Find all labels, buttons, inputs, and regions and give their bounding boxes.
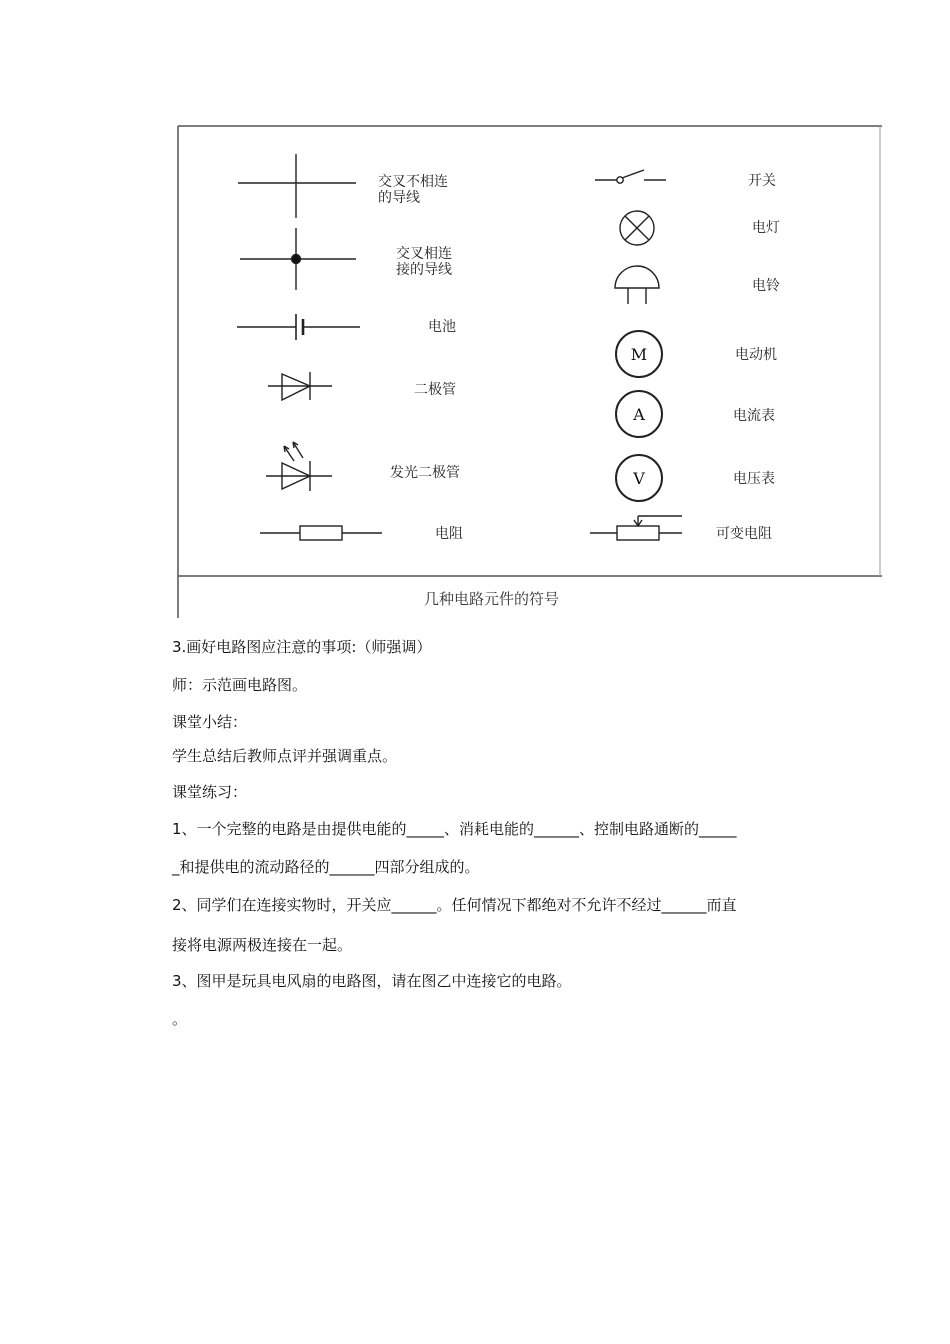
label-crossing-connected: 交叉相连 接的导线 xyxy=(396,246,452,278)
exercise-1-line-1: 1、一个完整的电路是由提供电能的_____、消耗电能的______、控制电路通断的_____ xyxy=(172,820,737,838)
voltmeter-letter: V xyxy=(633,469,645,488)
label-rheostat: 可变电阻 xyxy=(716,526,772,542)
paragraph-teacher-demo: 师：示范画电路图。 xyxy=(172,676,308,694)
switch-symbol xyxy=(595,170,666,183)
trailing-period: 。 xyxy=(172,1010,188,1028)
exercise-heading: 课堂练习： xyxy=(172,783,248,801)
symbols-drawing xyxy=(170,118,885,628)
label-voltmeter: 电压表 xyxy=(733,471,775,487)
paragraph-3: 3.画好电路图应注意的事项:（师强调） xyxy=(172,638,432,656)
figure-caption: 几种电路元件的符号 xyxy=(424,590,560,608)
crossing-wires-symbol xyxy=(238,154,356,218)
label-lamp: 电灯 xyxy=(752,220,780,236)
exercise-1-line-2: _和提供电的流动路径的______四部分组成的。 xyxy=(172,858,480,876)
exercise-2-line-2: 接将电源两极连接在一起。 xyxy=(172,936,353,954)
summary-heading: 课堂小结： xyxy=(172,713,248,731)
label-motor: 电动机 xyxy=(735,347,777,363)
battery-symbol xyxy=(237,314,360,340)
ammeter-letter: A xyxy=(633,405,645,424)
figure-frame xyxy=(178,126,882,618)
bell-symbol xyxy=(615,266,659,304)
circuit-symbols-figure xyxy=(170,118,885,628)
label-led: 发光二极管 xyxy=(390,465,460,481)
junction-symbol xyxy=(240,228,356,290)
summary-text: 学生总结后教师点评并强调重点。 xyxy=(172,747,398,765)
rheostat-symbol xyxy=(590,516,682,540)
motor-letter: M xyxy=(630,345,648,364)
label-diode: 二极管 xyxy=(414,382,456,398)
diode-symbol xyxy=(268,372,332,400)
exercise-3: 3、图甲是玩具电风扇的电路图，请在图乙中连接它的电路。 xyxy=(172,972,572,990)
led-symbol xyxy=(266,442,332,491)
lamp-symbol xyxy=(620,211,654,245)
label-switch: 开关 xyxy=(748,173,776,189)
label-bell: 电铃 xyxy=(752,278,780,294)
resistor-symbol xyxy=(260,526,382,540)
exercise-2-line-1: 2、同学们在连接实物时，开关应______。任何情况下都绝对不允许不经过______而直 xyxy=(172,896,737,914)
label-crossing-unconnected: 交叉不相连 的导线 xyxy=(378,174,448,206)
label-battery: 电池 xyxy=(428,319,456,335)
label-ammeter: 电流表 xyxy=(733,408,775,424)
label-resistor: 电阻 xyxy=(435,526,463,542)
